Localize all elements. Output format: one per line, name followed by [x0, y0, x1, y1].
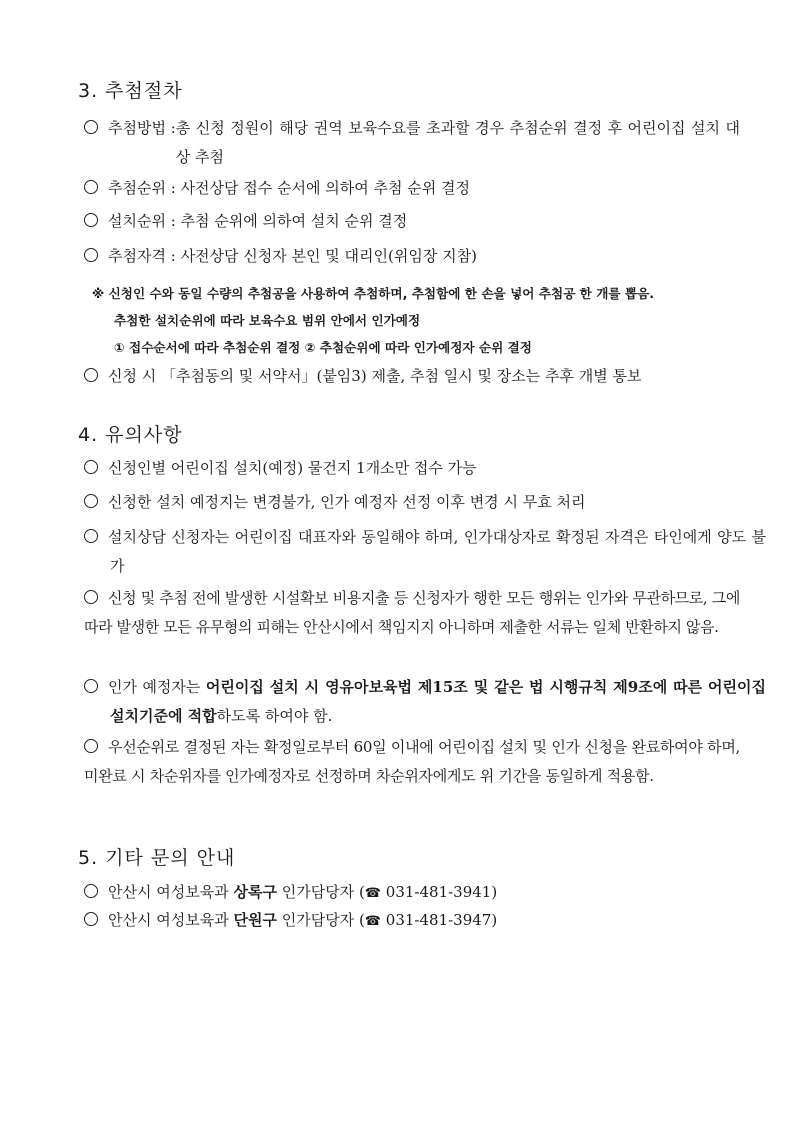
caution-item-2-text: 신청한 설치 예정지는 변경불가, 인가 예정자 선정 이후 변경 시 무효 처리 [108, 493, 586, 511]
draw-note [92, 280, 742, 361]
caution-item-5-pre: 인가 예정자는 [108, 678, 206, 696]
draw-qualification-label: 추첨자격 : [108, 247, 181, 265]
section-4-heading: 4. 유의사항 [78, 424, 183, 446]
contact-sangnok [84, 878, 740, 908]
circle-bullet-icon [84, 590, 98, 604]
circle-bullet-icon [84, 248, 98, 262]
circle-bullet-icon [84, 884, 98, 898]
caution-item-5-post: 하도록 하여야 함. [216, 707, 333, 725]
caution-item-4-text: 신청 및 추첨 전에 발생한 시설확보 비용지출 등 신청자가 행한 모든 행위는 인가와 무관하므로, 그에 따라 발생한 모든 유무형의 피해는 안산시에서 책임지지 아니하며 제출한 서류는 일체 반환하지 않음. [84, 589, 740, 636]
note-line-1-text: 신청인 수와 동일 수량의 추첨공을 사용하여 추첨하며, 추첨함에 한 손을 넣어 추첨공 한 개를 뽑음. [108, 286, 655, 301]
note-line-1 [92, 280, 742, 307]
contact-danwon-close: ) [491, 911, 498, 929]
circle-bullet-icon [84, 120, 98, 134]
apply-pledge-text: 신청 시 「추첨동의 및 서약서」(붙임3) 제출, 추첨 일시 및 장소는 추후 개별 통보 [108, 367, 642, 385]
circle-bullet-icon [84, 180, 98, 194]
draw-method-item [84, 114, 740, 172]
caution-item-6-text: 우선순위로 결정된 자는 확정일로부터 60일 이내에 어린이집 설치 및 인가 신청을 완료하여야 하며, 미완료 시 차순위자를 인가예정자로 선정하며 차순위자에게도 위 기간을 동일하게 적용함. [84, 738, 740, 785]
caution-item-4 [84, 584, 740, 642]
circle-bullet-icon [84, 739, 98, 753]
contact-sangnok-post: 인가담당자 ( [276, 883, 365, 901]
circle-bullet-icon [84, 213, 98, 227]
circle-bullet-icon [84, 679, 98, 693]
section-3-heading: 3. 추첨절차 [78, 80, 183, 102]
note-line-3: ① 접수순서에 따라 추첨순위 결정 ② 추첨순위에 따라 인가예정자 순위 결정 [114, 340, 532, 355]
note-line-2: 추첨한 설치순위에 따라 보육수요 범위 안에서 인가예정 [114, 313, 421, 328]
caution-item-5 [84, 673, 766, 731]
caution-item-2 [84, 488, 740, 517]
contact-sangnok-phone: 031-481-3941 [385, 883, 492, 901]
phone-icon: ☎ [364, 886, 381, 901]
caution-item-6 [84, 733, 740, 791]
circle-bullet-icon [84, 529, 98, 543]
section-5-heading: 5. 기타 문의 안내 [78, 847, 236, 869]
draw-qualification-text: 사전상담 신청자 본인 및 대리인(위임장 지참) [180, 247, 477, 265]
circle-bullet-icon [84, 494, 98, 508]
draw-qualification-item [84, 242, 740, 271]
draw-order-item [84, 174, 740, 203]
circle-bullet-icon [84, 460, 98, 474]
note-mark: ※ [92, 286, 105, 301]
contact-sangnok-close: ) [491, 883, 498, 901]
install-order-item [84, 207, 740, 236]
caution-item-3-text: 설치상담 신청자는 어린이집 대표자와 동일해야 하며, 인가대상자로 확정된 자격은 타인에게 양도 불가 [108, 528, 766, 575]
draw-method-label-wrap [84, 114, 176, 172]
contact-danwon-district: 단원구 [233, 911, 277, 929]
draw-order-text: 사전상담 접수 순서에 의하여 추첨 순위 결정 [180, 179, 470, 197]
draw-method-text: 총 신청 정원이 해당 권역 보육수요를 초과할 경우 추첨순위 결정 후 어린이집 설치 대상 추첨 [175, 119, 740, 166]
contact-sangnok-pre: 안산시 여성보육과 [108, 883, 234, 901]
circle-bullet-icon [84, 912, 98, 926]
contact-danwon-post: 인가담당자 ( [276, 911, 365, 929]
apply-pledge-item [84, 362, 740, 391]
circle-bullet-icon [84, 368, 98, 382]
caution-item-5-bold: 어린이집 설치 시 영유아보육법 제15조 및 같은 법 시행규칙 제9조에 따른 어린이집 설치기준에 적합 [110, 678, 766, 725]
contact-sangnok-district: 상록구 [233, 883, 277, 901]
draw-order-label: 추첨순위 : [108, 179, 181, 197]
phone-icon: ☎ [364, 914, 381, 929]
caution-item-3 [84, 523, 766, 581]
caution-item-1-text: 신청인별 어린이집 설치(예정) 물건지 1개소만 접수 가능 [108, 459, 477, 477]
contact-danwon-pre: 안산시 여성보육과 [108, 911, 234, 929]
draw-method-label: 추첨방법 : [108, 119, 176, 137]
install-order-text: 추첨 순위에 의하여 설치 순위 결정 [180, 212, 408, 230]
contact-danwon [84, 906, 740, 936]
caution-item-1 [84, 454, 740, 483]
contact-danwon-phone: 031-481-3947 [385, 911, 492, 929]
install-order-label: 설치순위 : [108, 212, 181, 230]
